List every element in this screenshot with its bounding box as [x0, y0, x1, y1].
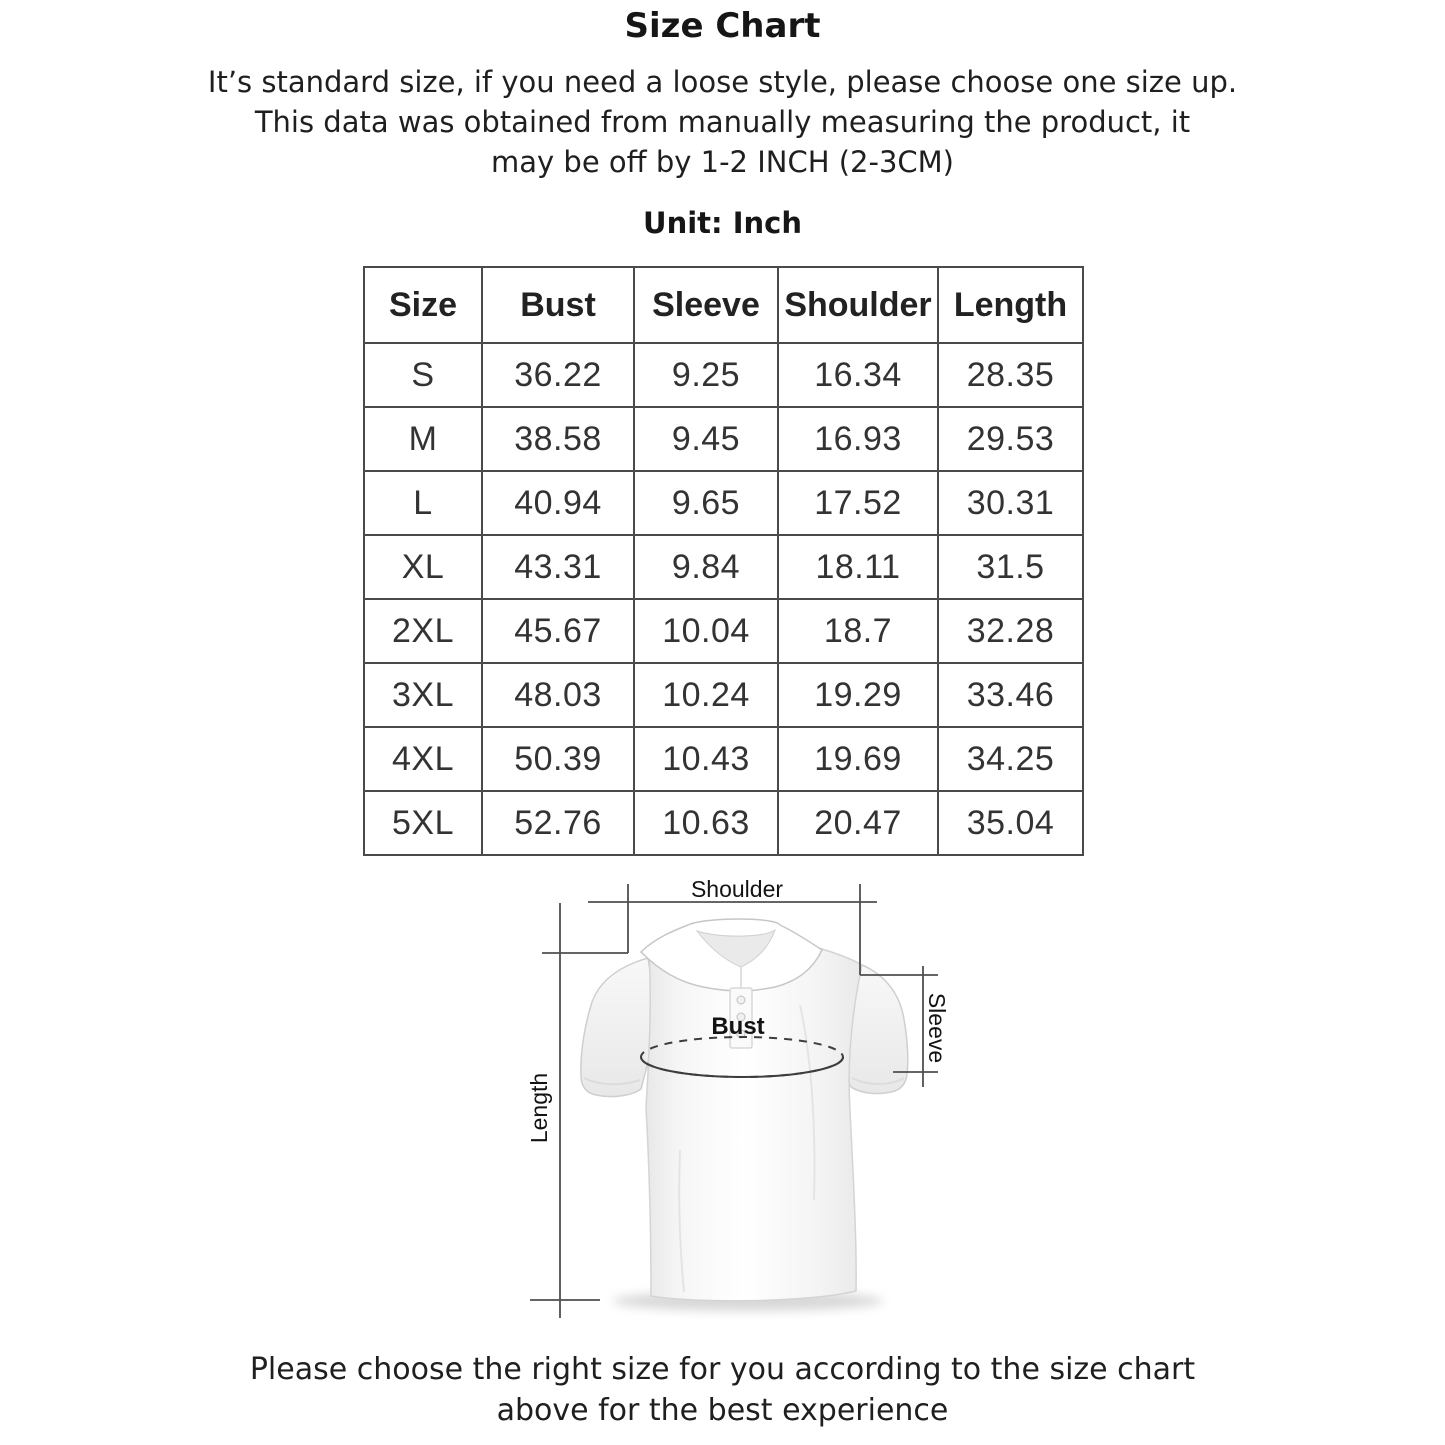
measurement-cell: 28.35	[938, 343, 1083, 407]
measurement-cell: 35.04	[938, 791, 1083, 855]
measurement-cell: 20.47	[778, 791, 938, 855]
table-row	[364, 663, 1083, 727]
measurement-cell: 10.63	[634, 791, 778, 855]
column-header-shoulder: Shoulder	[778, 267, 938, 343]
measurement-cell: 16.34	[778, 343, 938, 407]
measurement-cell: 48.03	[482, 663, 634, 727]
table-row	[364, 727, 1083, 791]
footer-note-line: above for the best experience	[496, 1393, 949, 1428]
measurement-cell: 32.28	[938, 599, 1083, 663]
size-note-line: It’s standard size, if you need a loose style, please choose one size up.	[207, 65, 1238, 99]
size-cell: 5XL	[364, 791, 482, 855]
table-row	[364, 535, 1083, 599]
measurement-cell: 31.5	[938, 535, 1083, 599]
button	[737, 996, 745, 1004]
measurement-cell: 9.45	[634, 407, 778, 471]
footer-note	[0, 1349, 1445, 1431]
size-cell: 2XL	[364, 599, 482, 663]
column-header-length: Length	[938, 267, 1083, 343]
table-row	[364, 343, 1083, 407]
measurement-cell: 19.29	[778, 663, 938, 727]
measurement-cell: 9.65	[634, 471, 778, 535]
measurement-cell: 34.25	[938, 727, 1083, 791]
measurement-cell: 50.39	[482, 727, 634, 791]
measurement-cell: 36.22	[482, 343, 634, 407]
size-cell: L	[364, 471, 482, 535]
sleeve-label: Sleeve	[924, 992, 950, 1064]
measurement-cell: 30.31	[938, 471, 1083, 535]
size-cell: 3XL	[364, 663, 482, 727]
measurement-cell: 29.53	[938, 407, 1083, 471]
measurement-cell: 10.04	[634, 599, 778, 663]
left-sleeve	[581, 958, 658, 1097]
measurement-cell: 18.7	[778, 599, 938, 663]
column-header-sleeve: Sleeve	[634, 267, 778, 343]
measurement-cell: 33.46	[938, 663, 1083, 727]
measurement-cell: 43.31	[482, 535, 634, 599]
measurement-cell: 9.25	[634, 343, 778, 407]
measurement-cell: 10.24	[634, 663, 778, 727]
size-cell: 4XL	[364, 727, 482, 791]
page-title: Size Chart	[624, 6, 821, 46]
size-note	[0, 62, 1445, 182]
column-header-bust: Bust	[482, 267, 634, 343]
measurement-cell: 17.52	[778, 471, 938, 535]
table-row	[364, 471, 1083, 535]
size-note-line: may be off by 1-2 INCH (2-3CM)	[491, 145, 954, 179]
size-table-wrapper	[363, 266, 1082, 856]
polo-shirt-illustration	[581, 919, 908, 1311]
measurement-cell: 9.84	[634, 535, 778, 599]
measurement-cell: 19.69	[778, 727, 938, 791]
measurement-cell: 52.76	[482, 791, 634, 855]
table-row	[364, 599, 1083, 663]
measurement-cell: 38.58	[482, 407, 634, 471]
size-cell: S	[364, 343, 482, 407]
shoulder-label: Shoulder	[690, 876, 784, 902]
measurement-cell: 16.93	[778, 407, 938, 471]
length-label: Length	[526, 1072, 552, 1144]
size-cell: M	[364, 407, 482, 471]
bust-label: Bust	[711, 1013, 765, 1040]
size-cell: XL	[364, 535, 482, 599]
measurement-cell: 18.11	[778, 535, 938, 599]
size-table-header-row	[364, 267, 1083, 343]
measurement-cell: 45.67	[482, 599, 634, 663]
measurement-cell: 40.94	[482, 471, 634, 535]
measurement-cell: 10.43	[634, 727, 778, 791]
size-note-line: This data was obtained from manually measuring the product, it	[254, 105, 1191, 139]
table-row	[364, 791, 1083, 855]
footer-note-line: Please choose the right size for you according to the size chart	[249, 1352, 1196, 1387]
column-header-size: Size	[364, 267, 482, 343]
table-row	[364, 407, 1083, 471]
size-table	[363, 266, 1084, 856]
unit-label: Unit: Inch	[643, 206, 802, 240]
shirt-measurement-diagram	[505, 875, 955, 1330]
